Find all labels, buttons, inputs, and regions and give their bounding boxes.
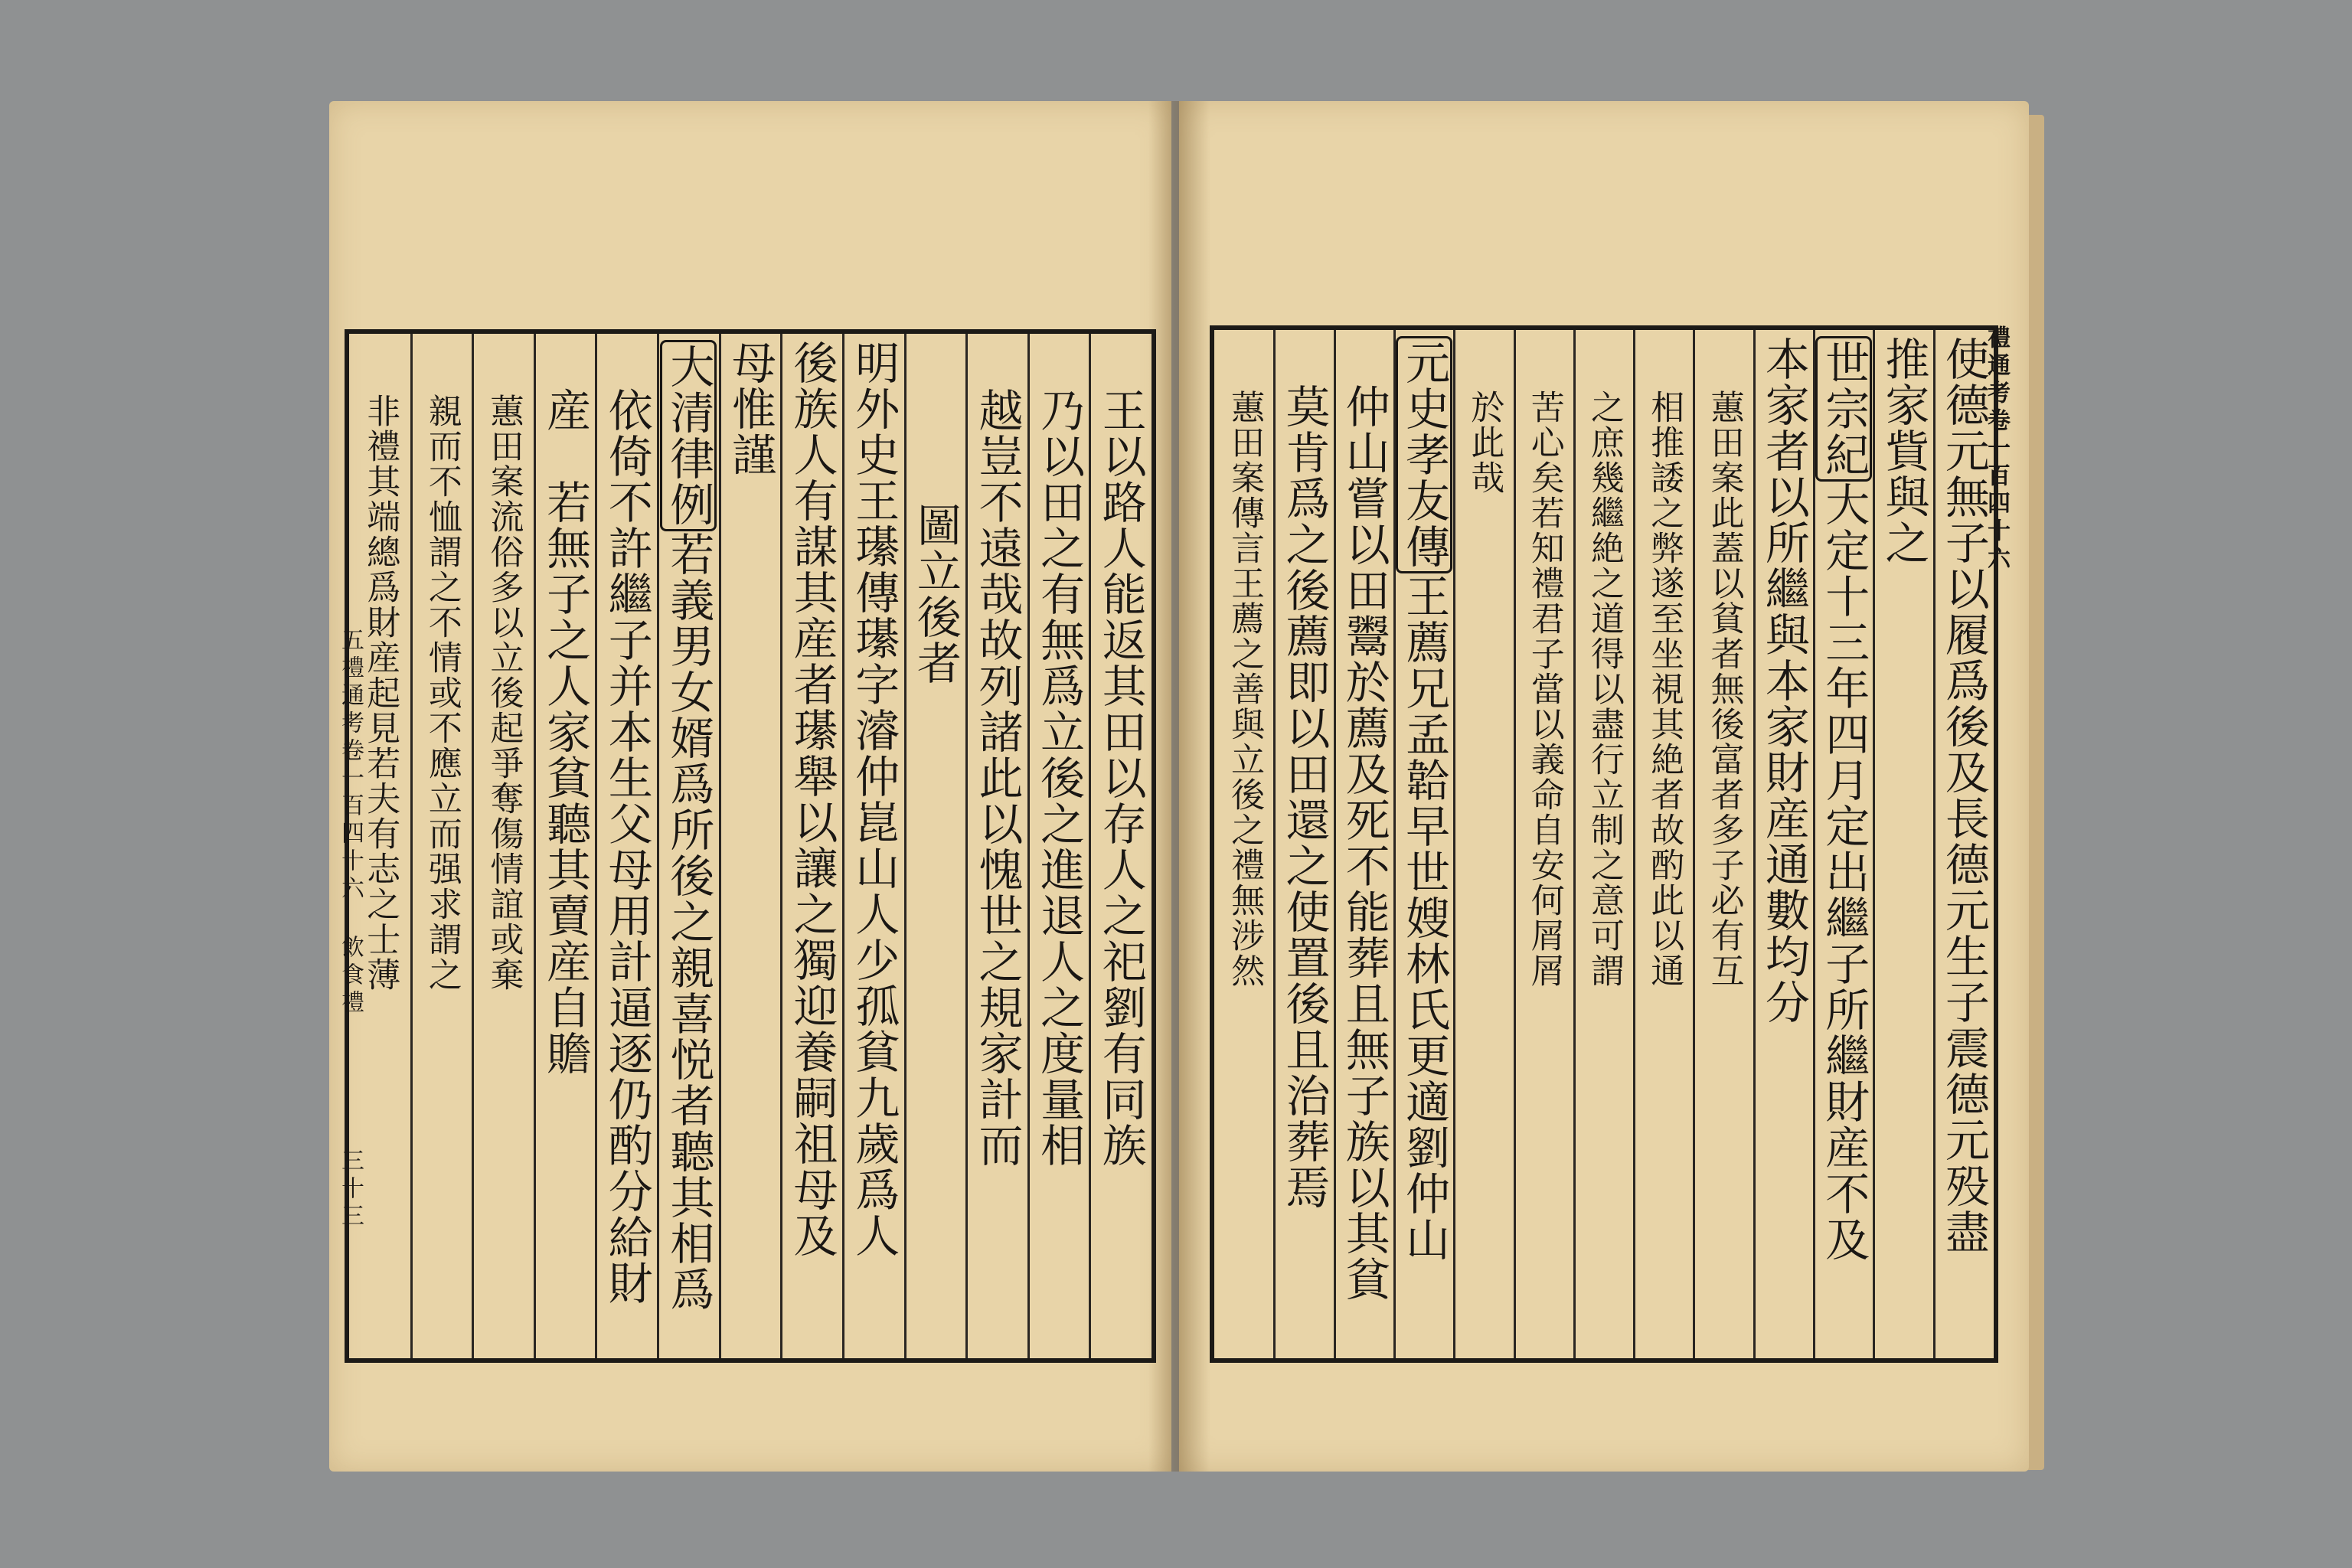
column-text: 相推諉之弊遂至坐視其絶者故酌此以通 xyxy=(1645,390,1684,988)
column-rule xyxy=(842,334,844,1358)
text-column-10 xyxy=(1398,336,1451,1263)
column-text: 仲山嘗以田鬻於薦及死不能葬且無子族以其貧 xyxy=(1338,384,1390,1302)
column-text: 母惟謹 xyxy=(724,340,776,478)
column-rule xyxy=(965,334,968,1358)
column-text: 王以路人能返其田以存人之祀劉有同族 xyxy=(1094,387,1147,1168)
bracketed-source-title: 大清律例 xyxy=(660,340,717,531)
column-rule xyxy=(780,334,782,1358)
column-text: 蕙田案流俗多以立後起爭奪傷情誼或棄 xyxy=(484,394,524,992)
text-column-13 xyxy=(361,394,398,992)
column-rule xyxy=(595,334,597,1358)
column-rule xyxy=(1027,334,1030,1358)
right-margin-label: 禮通考卷一百四十六 xyxy=(1983,325,2010,573)
column-text: 之庶幾繼絶之道得以盡行立制之意可謂 xyxy=(1585,390,1624,988)
text-column-6 xyxy=(1645,390,1682,988)
column-text: 非禮其端總爲財産起見若夫有志之士薄 xyxy=(361,394,400,992)
left-margin-label: 五禮通考卷一百四十六 飲食禮 xyxy=(337,628,364,1018)
column-rule xyxy=(1334,330,1336,1358)
text-column-7 xyxy=(1586,390,1622,988)
column-text: 圖立後者 xyxy=(909,502,962,686)
text-column-12 xyxy=(423,394,460,992)
column-text: 親而不恤謂之不情或不應立而强求謂之 xyxy=(422,394,462,992)
text-column-4 xyxy=(909,502,962,686)
column-rule xyxy=(1514,330,1516,1358)
column-text: 苦心矣若知禮君子當以義命自安何屑屑 xyxy=(1524,390,1564,988)
column-text: 蕙田案傳言王薦之善與立後之禮無涉然 xyxy=(1225,390,1265,988)
column-rule xyxy=(1933,330,1936,1358)
column-text: 莫肯爲之後薦即以田還之使置後且治葬焉 xyxy=(1278,384,1331,1210)
column-rule xyxy=(1453,330,1455,1358)
column-text: 明外史王𤪌傳𤪌字濬仲崑山人少孤貧九歲爲人 xyxy=(848,340,900,1259)
text-column-8 xyxy=(662,340,715,1312)
text-column-7 xyxy=(724,340,776,478)
column-text: 本家者以所繼與本家財産通數均分 xyxy=(1757,336,1810,1025)
text-column-11 xyxy=(485,394,522,992)
column-rule xyxy=(904,334,906,1358)
column-text: 於此哉 xyxy=(1465,390,1504,495)
column-rule xyxy=(1573,330,1576,1358)
text-column-5 xyxy=(848,340,900,1259)
column-rule xyxy=(534,334,536,1358)
column-text: 王薦兄孟韐早世嫂林氏更適劉仲山 xyxy=(1398,573,1451,1263)
text-column-3 xyxy=(1818,336,1870,1263)
text-column-9 xyxy=(600,387,653,1306)
text-column-2 xyxy=(1033,387,1086,1168)
left-folio-number: 三十三 xyxy=(337,1148,364,1231)
column-rule xyxy=(1633,330,1635,1358)
text-column-5 xyxy=(1706,390,1743,988)
bracketed-source-title: 元史孝友傳 xyxy=(1396,336,1452,573)
text-column-4 xyxy=(1757,336,1810,1025)
text-column-3 xyxy=(971,387,1024,1168)
column-rule xyxy=(1089,334,1091,1358)
column-text: 推家貲與之 xyxy=(1877,336,1930,566)
text-column-9 xyxy=(1465,390,1502,495)
text-column-10 xyxy=(539,387,592,1076)
text-column-12 xyxy=(1278,384,1331,1210)
column-rule xyxy=(1813,330,1815,1358)
column-text: 使德元無子以履爲後及長德元生子震德元殁盡 xyxy=(1937,336,1990,1255)
column-rule xyxy=(719,334,721,1358)
text-column-1 xyxy=(1937,336,1990,1255)
column-text: 後族人有謀其産者𤪌舉以讓之獨迎養嗣祖母及 xyxy=(786,340,838,1259)
column-text: 蕙田案此蓋以貧者無後富者多子必有互 xyxy=(1704,390,1744,988)
column-rule xyxy=(472,334,474,1358)
text-column-8 xyxy=(1526,390,1563,988)
column-text: 依倚不許繼子并本生父母用計逼逐仍酌分給財 xyxy=(600,387,653,1306)
column-rule xyxy=(1873,330,1875,1358)
column-rule xyxy=(1753,330,1756,1358)
column-text: 産 若無子之人家貧聽其賣産自贍 xyxy=(539,387,592,1076)
text-column-13 xyxy=(1226,390,1263,988)
text-column-1 xyxy=(1094,387,1147,1168)
book-gutter xyxy=(1148,101,1210,1472)
column-text: 大定十三年四月定出繼子所繼財産不及 xyxy=(1818,482,1870,1263)
column-text: 越豈不遠哉故列諸此以愧世之規家計而 xyxy=(971,387,1024,1168)
text-column-6 xyxy=(786,340,838,1259)
column-rule xyxy=(1273,330,1276,1358)
column-rule xyxy=(410,334,413,1358)
column-rule xyxy=(1693,330,1695,1358)
column-text: 乃以田之有無爲立後之進退人之度量相 xyxy=(1033,387,1086,1168)
bracketed-source-title: 世宗紀 xyxy=(1815,336,1872,482)
column-rule xyxy=(657,334,659,1358)
text-column-2 xyxy=(1877,336,1930,566)
column-text: 若義男女婿爲所後之親喜悦者聽其相爲 xyxy=(662,531,715,1312)
text-column-11 xyxy=(1338,384,1390,1302)
